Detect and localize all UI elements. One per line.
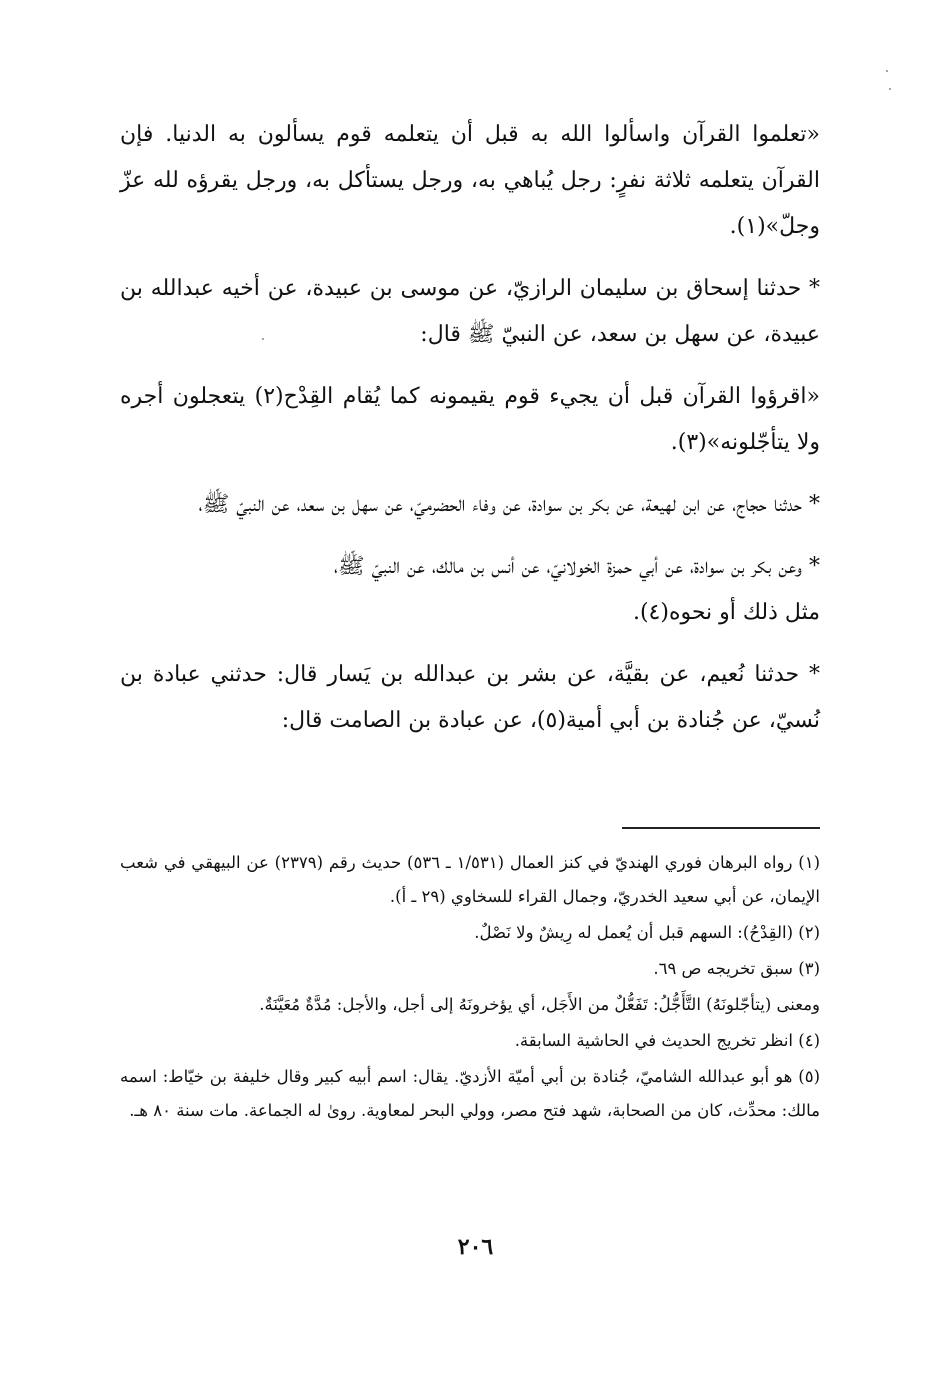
- footnote-separator: [622, 827, 820, 829]
- paragraph-isnad-3: * وعن بكر بن سوادة، عن أبي حمزة الخولانيّ، عن أنس بن مالك، عن النبيّ ﷺ،: [333, 554, 820, 579]
- scan-speck: [262, 338, 264, 340]
- page-number: ٢٠٦: [457, 1234, 494, 1260]
- footnote-3: (٣) سبق تخريجه ص ٦٩.: [653, 959, 820, 978]
- paragraph-isnad-2: * حدثنا حجاج، عن ابن لهيعة، عن بكر بن سوادة، عن وفاء الحضرميّ، عن سهل بن سعد، عن النبيّ ﷺ،: [198, 492, 820, 517]
- footnote-1: (١) رواه البرهان فوري الهنديّ في كنز العمال (١/٥٣١ ـ ٥٣٦) حديث رقم (٢٣٧٩) عن البيهقي في شعب الإيمان، عن أبي سعيد الخدريّ، وجمال القراء للسخاوي (٢٩ ـ أ).: [120, 853, 821, 906]
- footnote-2: (٢) (القِدْحُ): السهم قبل أن يُعمل له رِيشٌ ولا نَصْلٌ.: [474, 923, 820, 942]
- scan-speck: [889, 88, 891, 90]
- paragraph-mithl: مثل ذلك أو نحوه(٤).: [632, 600, 820, 625]
- paragraph-hadith-2: «اقرؤوا القرآن قبل أن يجيء قوم يقيمونه كما يُقام القِدْح(٢) يتعجلون أجره ولا يتأجّلونه»(٣).: [120, 384, 820, 455]
- footnotes: [120, 846, 820, 1130]
- footnote-3-note: ومعنى (يتأجّلونَهُ) التَّأَجُّلُ: تَفَعُّلٌ من الأَجَل، أي يؤخرونَهُ إلى أجل، والأجل: مُدَّةٌ مُعَيَّنَةٌ.: [259, 995, 820, 1014]
- paragraph-hadith-1: «تعلموا القرآن واسألوا الله به قبل أن يتعلمه قوم يسألون به الدنيا. فإن القرآن يتعلمه ثلاثة نفرٍ: رجل يُباهي به، ورجل يستأكل به، ورجل يقرؤه لله عزّ وجلّ»(١).: [120, 122, 820, 239]
- paragraph-isnad-1: * حدثنا إسحاق بن سليمان الرازيّ، عن موسى بن عبيدة، عن أخيه عبدالله بن عبيدة، عن سهل بن سعد، عن النبيّ ﷺ قال:: [120, 276, 820, 347]
- main-text: [120, 112, 820, 760]
- footnote-4: (٤) انظر تخريج الحديث في الحاشية السابقة.: [514, 1031, 820, 1050]
- footnote-5: (٥) هو أبو عبدالله الشاميّ، جُنادة بن أبي أميّة الأزديّ. يقال: اسم أبيه كبير وقال خليفة بن خيّاط: اسمه مالك: محدِّث، كان من الصحابة، شهد فتح مصر، وولي البحر لمعاوية. روىٰ له الجماعة. مات سنة ٨٠ هـ.: [120, 1067, 820, 1120]
- paragraph-isnad-4: * حدثنا نُعيم، عن بقيَّة، عن بشر بن عبدالله بن يَسار قال: حدثني عبادة بن نُسيّ، عن جُنادة بن أبي أمية(٥)، عن عبادة بن الصامت قال:: [120, 662, 820, 733]
- scan-speck: [886, 70, 888, 72]
